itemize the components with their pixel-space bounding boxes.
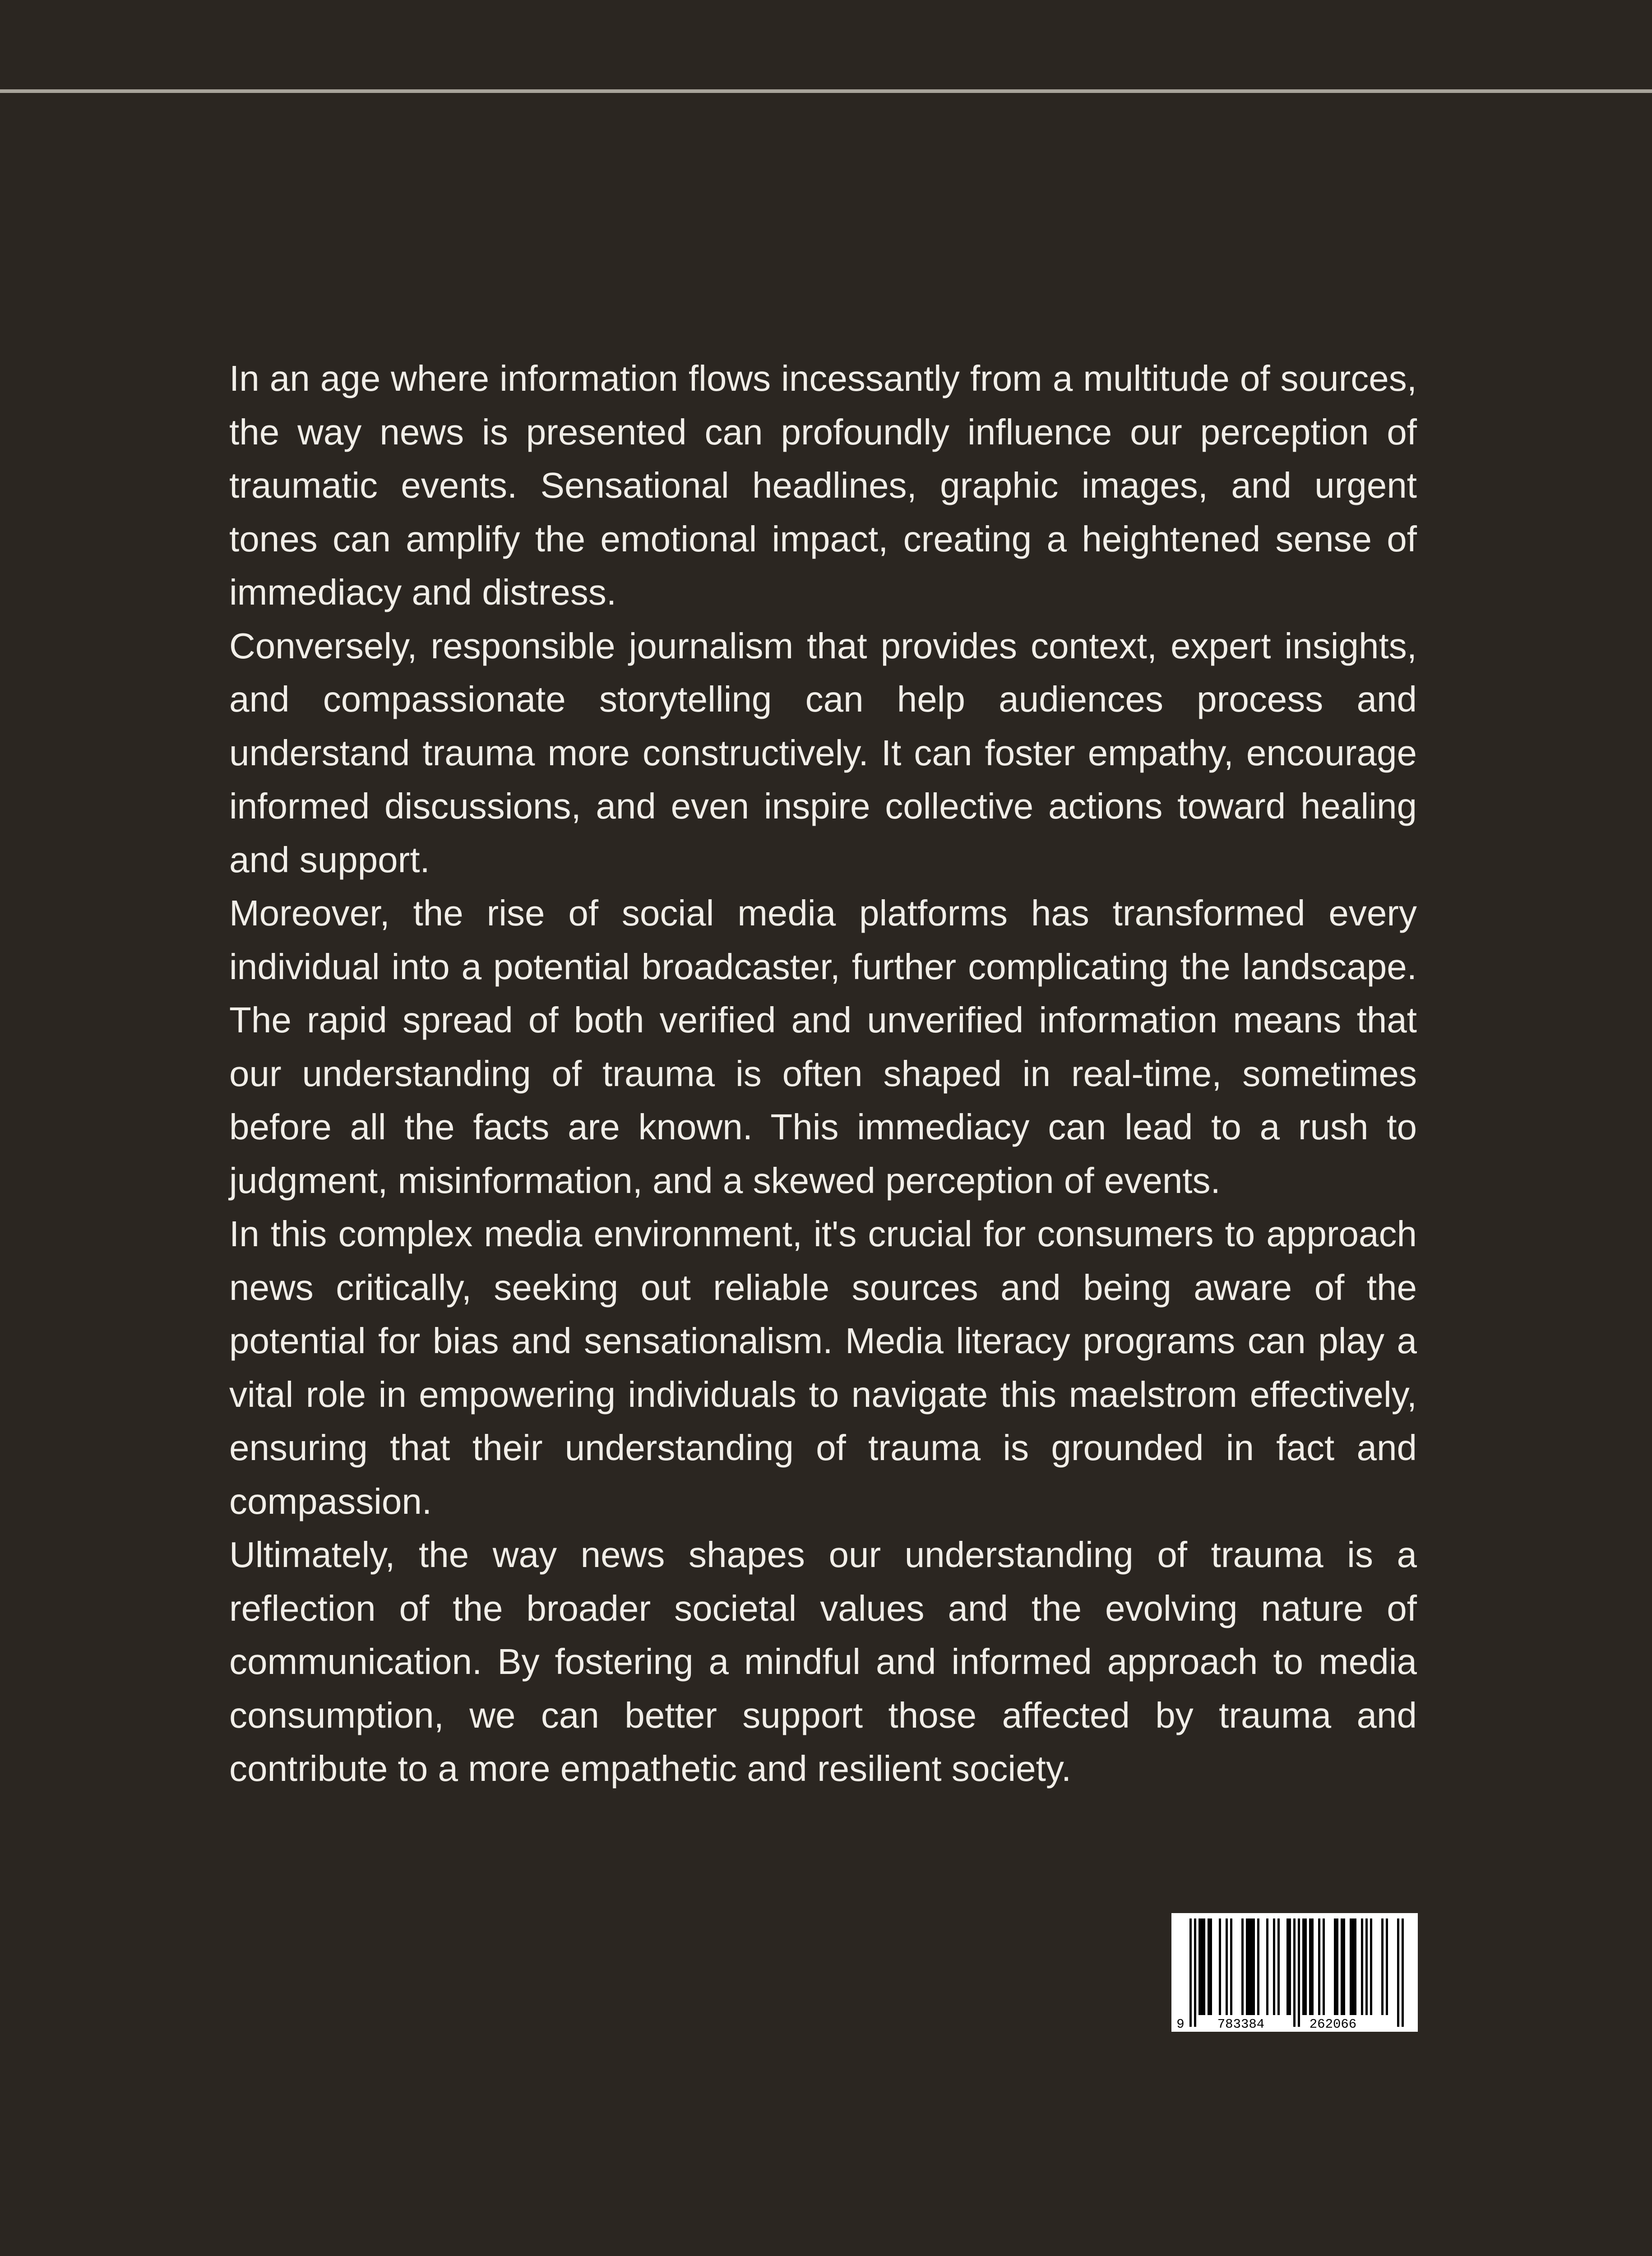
barcode-bar	[1257, 1919, 1259, 2015]
barcode-bar	[1230, 1919, 1232, 2015]
back-cover-blurb	[229, 352, 1417, 1796]
barcode-bar	[1241, 1919, 1244, 2015]
barcode-bar	[1334, 1919, 1336, 2015]
blurb-paragraph-3: Moreover, the rise of social media platforms has transformed every individual into a potential broadcaster, further complicating the landscape. The rapid spread of both verified and unverified information means that our understanding of trauma is often shaped in real-time, sometimes before all the facts are known. This immediacy can lead to a rush to judgment, misinformation, and a skewed perception of events.	[229, 893, 1417, 1201]
barcode-bar	[1253, 1919, 1255, 2015]
barcode-bar	[1298, 1919, 1300, 2027]
barcode-bar	[1336, 1919, 1338, 2015]
barcode-bar	[1402, 1919, 1404, 2027]
barcode-bar	[1210, 1919, 1212, 2015]
barcode-bar	[1302, 1919, 1305, 2015]
barcode-bar	[1365, 1919, 1368, 2015]
barcode-bar	[1250, 1919, 1253, 2015]
top-divider-line	[0, 89, 1652, 93]
barcode-bar	[1323, 1919, 1325, 2015]
barcode-bar	[1226, 1919, 1228, 2015]
barcode-bar	[1248, 1919, 1250, 2015]
barcode-bar	[1352, 1919, 1354, 2015]
barcode-graphic	[1171, 1913, 1418, 2032]
barcode-bar	[1386, 1919, 1388, 2015]
barcode-bar	[1305, 1919, 1307, 2015]
barcode-bar	[1189, 1919, 1192, 2027]
blurb-paragraph-2: Conversely, responsible journalism that provides context, expert insights, and compassionate storytelling can help audiences process and understand trauma more constructively. It can foster empathy, encourage informed discussions, and even inspire collective actions toward healing and support.	[229, 625, 1417, 880]
barcode-bar	[1361, 1919, 1363, 2015]
barcode-bar	[1194, 1919, 1196, 2027]
blurb-paragraph-4: In this complex media environment, it's crucial for consumers to approach news critically, seeking out reliable sources and being aware of the potential for bias and sensationalism. Media literacy programs can play a vital role in empowering individuals to navigate this maelstrom effectively, ensuring that their understanding of trauma is grounded in fact and compassion.	[229, 1214, 1417, 1521]
barcode-bar	[1397, 1919, 1399, 2027]
barcode-bar	[1318, 1919, 1320, 2015]
barcode-bar	[1311, 1919, 1314, 2015]
barcode-bar	[1199, 1919, 1201, 2015]
barcode-bar	[1277, 1919, 1280, 2015]
barcode-bar	[1219, 1919, 1221, 2015]
barcode-bar	[1354, 1919, 1356, 2015]
barcode-bar	[1203, 1919, 1205, 2015]
barcode-bar	[1381, 1919, 1384, 2015]
isbn-barcode	[1171, 1913, 1418, 2032]
barcode-bar	[1370, 1919, 1372, 2015]
blurb-paragraph-1: In an age where information flows incessantly from a multitude of sources, the way news is presented can profoundly influence our perception of traumatic events. Sensational headlines, graphic images, and urgent tones can amplify the emotional impact, creating a heightened sense of immediacy and distress.	[229, 358, 1417, 612]
barcode-bar	[1286, 1919, 1289, 2015]
barcode-bar	[1341, 1919, 1343, 2015]
barcode-bar	[1273, 1919, 1275, 2015]
barcode-bar	[1350, 1919, 1352, 2015]
barcode-digits-right: 262066	[1309, 2017, 1357, 2032]
barcode-bar	[1289, 1919, 1291, 2015]
barcode-bar	[1208, 1919, 1210, 2015]
barcode-bar	[1201, 1919, 1203, 2015]
barcode-bar	[1266, 1919, 1268, 2015]
barcode-bar	[1309, 1919, 1311, 2015]
barcode-bar	[1293, 1919, 1296, 2027]
blurb-paragraph-5: Ultimately, the way news shapes our understanding of trauma is a reflection of the broader societal values and the evolving nature of communication. By fostering a mindful and informed approach to media consumption, we can better support those affected by trauma and contribute to a more empathetic and resilient society.	[229, 1535, 1417, 1789]
barcode-digit-first: 9	[1176, 2017, 1185, 2032]
barcode-bar	[1246, 1919, 1248, 2015]
barcode-digits-left: 783384	[1217, 2017, 1265, 2032]
barcode-bar	[1343, 1919, 1345, 2015]
